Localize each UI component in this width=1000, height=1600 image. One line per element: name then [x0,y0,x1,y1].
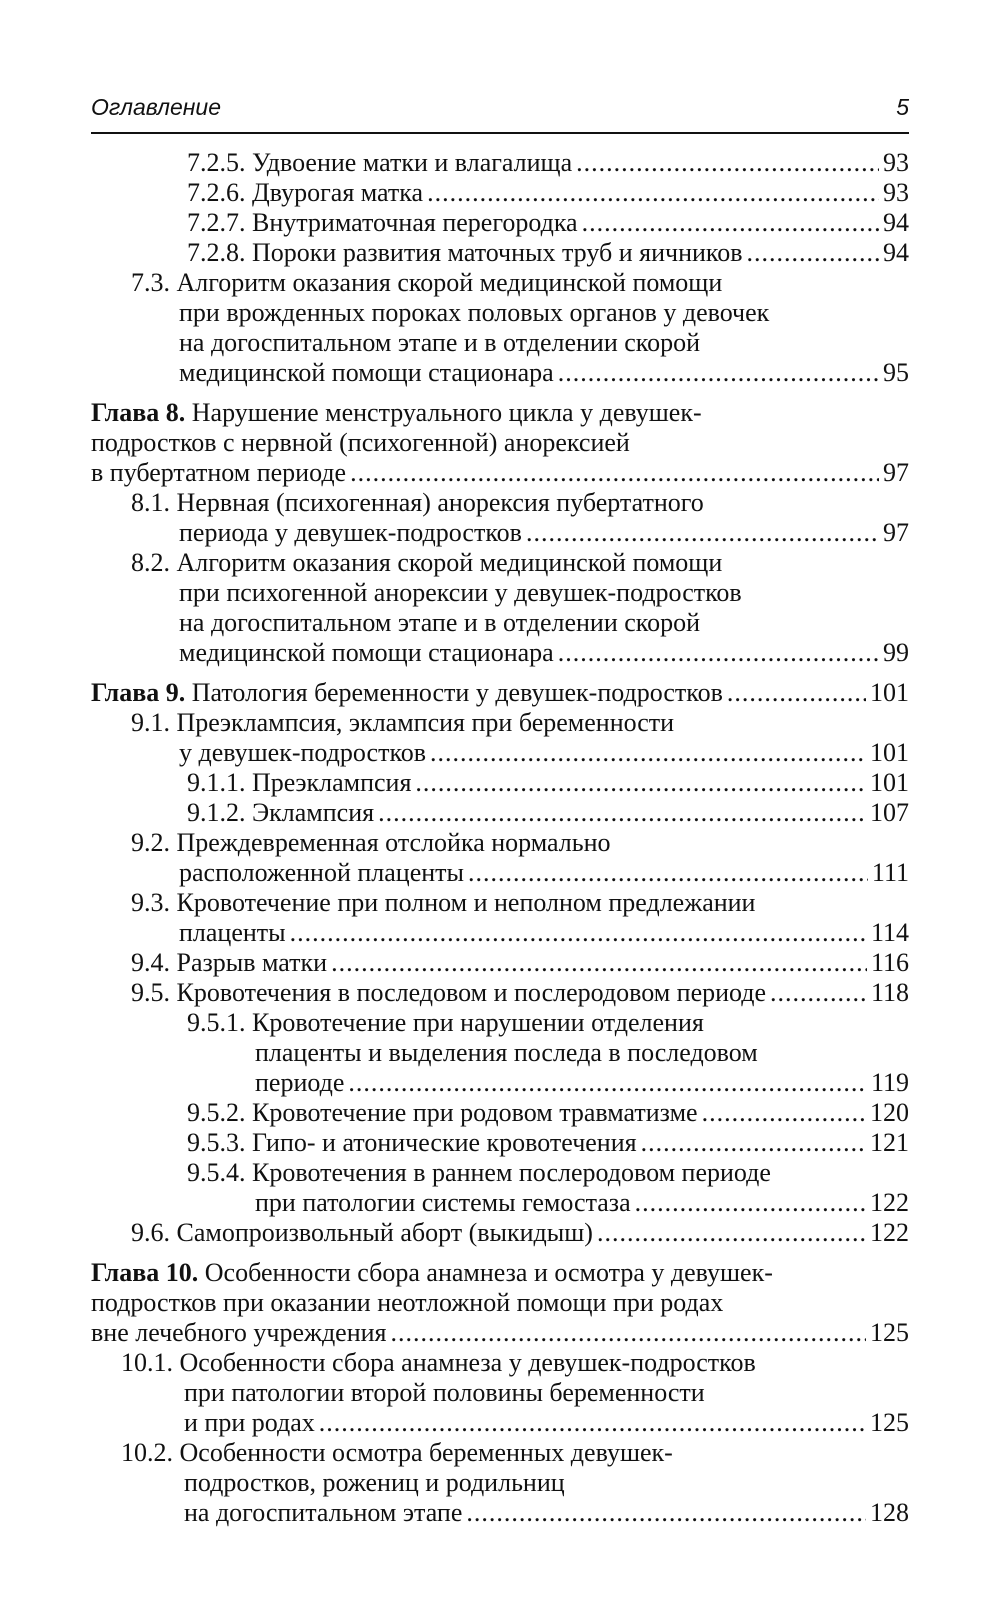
dot-leader [635,1188,866,1218]
toc-entry [91,768,909,798]
toc-entry-number: 9.1.1. [187,768,246,797]
toc-entry-text: Пороки развития маточных труб и яичников [252,238,743,267]
toc-entry-label [255,1038,758,1067]
toc-entry-label [187,1128,637,1158]
dot-leader [558,638,879,668]
toc-entry-number: Глава 8. [91,398,186,427]
toc-entry-label [255,1068,344,1098]
toc-entry-text: Разрыв матки [176,948,328,977]
toc-entry-text: при патологии системы гемостаза [255,1188,631,1217]
toc-page-number: 119 [870,1068,909,1097]
toc-page-number: 122 [870,1188,909,1217]
toc-entry-number: 7.2.6. [187,178,246,207]
dot-leader [468,858,868,888]
toc-entry-label [91,458,346,488]
toc-entry-line [91,298,909,328]
toc-entry-label [179,578,742,607]
toc-entry-label [131,488,704,517]
section-gap [91,1248,909,1258]
toc-page-number: 128 [870,1498,909,1527]
toc-entry-label [131,948,327,978]
toc-entry-label [131,708,674,737]
toc-page-number: 101 [870,768,909,797]
toc-entry-line [91,708,909,738]
toc-entry-label [187,1098,698,1128]
toc-entry-label [184,1468,565,1497]
toc-entry-label [187,798,374,828]
toc-entry-text: медицинской помощи стационара [179,638,554,667]
toc-entry-text: при психогенной анорексии у девушек-подростков [179,578,742,607]
toc-entry-line [91,398,909,428]
toc-entry-label [184,1498,462,1528]
toc-entry-label [179,608,700,637]
toc-entry-line [91,1468,909,1498]
toc-entry-text: Кровотечения в последовом и послеродовом периоде [176,978,767,1007]
toc-entry-line [91,1038,909,1068]
toc-entry-text: у девушек-подростков [179,738,427,767]
toc-entry-text: Преждевременная отслойка нормально [176,828,611,857]
toc-page-number: 101 [870,678,909,707]
toc-entry-line [91,268,909,298]
toc-entry [91,798,909,828]
toc-entry-text: подростков, рожениц и родильниц [184,1468,565,1497]
toc-page-number: 99 [883,638,909,667]
dot-leader [378,798,866,828]
toc-entry [91,518,909,548]
toc-entry-text: Нервная (психогенная) анорексия пубертатного [176,488,704,517]
table-of-contents [91,148,909,1528]
toc-entry-number: 9.4. [131,948,170,977]
toc-entry-label [187,148,572,178]
toc-entry-line [91,1158,909,1188]
toc-entry-label [131,828,611,857]
toc-page-number: 93 [883,148,909,177]
toc-entry-number: 9.3. [131,888,170,917]
dot-leader [331,948,867,978]
toc-entry-label [121,1438,673,1467]
toc-entry [91,1408,909,1438]
dot-leader [430,738,866,768]
dot-leader [466,1498,866,1528]
toc-entry-text: на догоспитальном этапе и в отделении скорой [179,608,701,637]
toc-entry-text: при врожденных пороках половых органов у девочек [179,298,770,327]
toc-entry-label [131,1218,593,1248]
page-header [91,92,909,134]
toc-entry-text: Патология беременности у девушек-подростков [191,678,723,707]
toc-entry-text: на догоспитальном этапе [184,1498,463,1527]
toc-entry-text: расположенной плаценты [179,858,465,887]
toc-entry-label [187,1008,704,1037]
toc-entry-text: и при родах [184,1408,315,1437]
toc-entry-text: Алгоритм оказания скорой медицинской помощи [176,548,723,577]
toc-page-number: 93 [883,178,909,207]
toc-entry-label [179,858,464,888]
toc-entry-number: 8.1. [131,488,170,517]
toc-entry-label [179,738,426,768]
toc-entry-label [255,1188,631,1218]
toc-entry-line [91,578,909,608]
toc-entry-text: Внутриматочная перегородка [252,208,578,237]
toc-entry-number: 7.2.8. [187,238,246,267]
toc-entry-text: плаценты и выделения последа в последовом [255,1038,758,1067]
toc-entry-number: Глава 10. [91,1258,199,1287]
dot-leader [391,1318,866,1348]
toc-entry-text: Кровотечение при родовом травматизме [252,1098,698,1127]
toc-entry-text: Двурогая матка [252,178,424,207]
toc-entry-number: 7.3. [131,268,170,297]
toc-entry-line [91,488,909,518]
toc-page-number: 116 [870,948,909,977]
toc-page-number: 97 [883,518,909,547]
toc-entry-text: в пубертатном периоде [91,458,347,487]
toc-entry-text: Особенности сбора анамнеза у девушек-подростков [179,1348,756,1377]
toc-entry-line [91,888,909,918]
toc-entry [91,738,909,768]
toc-entry-label [179,298,769,327]
toc-page-number: 125 [870,1318,909,1347]
dot-leader [747,238,879,268]
toc-entry-line [91,1438,909,1468]
dot-leader [641,1128,866,1158]
toc-entry-line [91,548,909,578]
toc-page-number: 111 [871,858,909,887]
toc-entry-text: при патологии второй половины беременности [184,1378,705,1407]
toc-entry-label [91,1318,387,1348]
toc-entry [91,678,909,708]
toc-entry [91,238,909,268]
toc-page-number: 107 [870,798,909,827]
running-title: Оглавление [91,94,221,120]
toc-entry-number: 7.2.5. [187,148,246,177]
toc-entry-text: вне лечебного учреждения [91,1318,387,1347]
page-number: 5 [896,94,909,120]
toc-entry-number: 9.1. [131,708,170,737]
dot-leader [348,1068,867,1098]
toc-page-number: 122 [870,1218,909,1247]
toc-entry-line [91,1258,909,1288]
section-gap [91,388,909,398]
toc-entry-label [184,1378,705,1407]
toc-entry-text: медицинской помощи стационара [179,358,554,387]
dot-leader [427,178,879,208]
toc-entry [91,858,909,888]
toc-entry-number: 9.5.2. [187,1098,246,1127]
toc-entry [91,358,909,388]
toc-entry-number: 8.2. [131,548,170,577]
toc-entry [91,1218,909,1248]
toc-entry-text: Кровотечения в раннем послеродовом периоде [252,1158,771,1187]
toc-entry-line [91,328,909,358]
toc-entry-label [187,238,743,268]
toc-entry-number: 9.5.3. [187,1128,246,1157]
toc-entry [91,638,909,668]
dot-leader [582,208,879,238]
dot-leader [415,768,866,798]
toc-entry-label [131,548,722,577]
toc-entry-text: подростков с нервной (психогенной) анорексией [91,428,630,457]
toc-entry-number: 10.2. [121,1438,173,1467]
toc-entry-line [91,828,909,858]
toc-entry [91,1318,909,1348]
toc-entry [91,1128,909,1158]
toc-entry-label [131,978,766,1008]
section-gap [91,668,909,678]
toc-entry-label [187,178,423,208]
toc-entry-label [179,358,554,388]
toc-entry-label [179,638,554,668]
dot-leader [319,1408,866,1438]
toc-page-number: 120 [870,1098,909,1127]
toc-entry [91,178,909,208]
toc-entry-number: 9.6. [131,1218,170,1247]
toc-entry-label [187,208,578,238]
toc-entry-text: Кровотечение при нарушении отделения [252,1008,704,1037]
toc-entry-number: 9.1.2. [187,798,246,827]
toc-entry-text: Удвоение матки и влагалища [252,148,573,177]
toc-entry-text: периоде [255,1068,345,1097]
toc-entry-label [91,1288,723,1317]
toc-page-number: 95 [883,358,909,387]
toc-entry-text: периода у девушек-подростков [179,518,522,547]
toc-page-number: 97 [883,458,909,487]
toc-entry-number: Глава 9. [91,678,186,707]
toc-entry [91,458,909,488]
toc-entry-text: на догоспитальном этапе и в отделении скорой [179,328,701,357]
toc-page-number: 121 [870,1128,909,1157]
toc-entry-text: Преэклампсия [252,768,412,797]
toc-entry-label [187,1158,771,1187]
toc-page-number: 118 [870,978,909,1007]
dot-leader [526,518,879,548]
toc-entry-line [91,428,909,458]
toc-entry-label [179,518,522,548]
toc-entry [91,208,909,238]
dot-leader [702,1098,866,1128]
toc-entry-text: подростков при оказании неотложной помощи при родах [91,1288,724,1317]
toc-entry [91,1068,909,1098]
toc-entry-label [91,678,723,708]
toc-entry-number: 7.2.7. [187,208,246,237]
dot-leader [290,918,867,948]
toc-entry-text: Нарушение менструального цикла у девушек- [191,398,702,427]
toc-page-number: 94 [883,208,909,237]
toc-entry [91,1188,909,1218]
toc-entry-text: плаценты [179,918,286,947]
toc-entry-label [91,428,630,457]
toc-entry-line [91,1288,909,1318]
toc-entry [91,918,909,948]
toc-entry-label [131,268,722,297]
toc-entry-text: Кровотечение при полном и неполном предлежании [176,888,756,917]
toc-entry-line [91,608,909,638]
dot-leader [770,978,867,1008]
toc-page-number: 94 [883,238,909,267]
dot-leader [558,358,879,388]
dot-leader [727,678,866,708]
toc-entry-label [184,1408,315,1438]
toc-entry-text: Самопроизвольный аборт (выкидыш) [176,1218,593,1247]
toc-entry-label [179,328,700,357]
toc-entry-number: 9.2. [131,828,170,857]
toc-entry [91,948,909,978]
toc-entry-text: Особенности сбора анамнеза и осмотра у девушек- [204,1258,773,1287]
toc-entry-label [131,888,755,917]
toc-entry-label [179,918,286,948]
toc-entry-text: Эклампсия [252,798,375,827]
toc-page-number: 125 [870,1408,909,1437]
toc-entry-label [187,768,411,798]
toc-entry-number: 9.5.1. [187,1008,246,1037]
toc-entry [91,148,909,178]
toc-entry [91,1098,909,1128]
toc-entry-number: 10.1. [121,1348,173,1377]
toc-entry-number: 9.5. [131,978,170,1007]
toc-entry-number: 9.5.4. [187,1158,246,1187]
toc-entry-label [121,1348,756,1377]
toc-entry-label [91,1258,773,1287]
toc-entry [91,978,909,1008]
toc-entry-label [91,398,702,427]
toc-entry [91,1498,909,1528]
dot-leader [576,148,879,178]
toc-page-number: 114 [870,918,909,947]
toc-entry-line [91,1348,909,1378]
toc-entry-text: Гипо- и атонические кровотечения [252,1128,637,1157]
toc-entry-text: Особенности осмотра беременных девушек- [179,1438,673,1467]
toc-entry-text: Преэклампсия, эклампсия при беременности [176,708,675,737]
dot-leader [350,458,879,488]
dot-leader [597,1218,866,1248]
toc-entry-line [91,1378,909,1408]
toc-page-number: 101 [870,738,909,767]
toc-entry-line [91,1008,909,1038]
toc-entry-text: Алгоритм оказания скорой медицинской помощи [176,268,723,297]
